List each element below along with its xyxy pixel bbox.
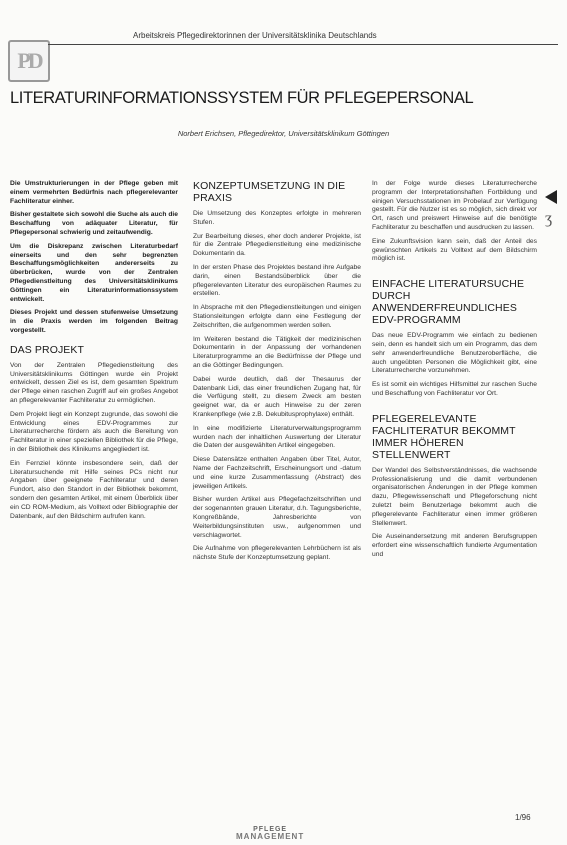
body-paragraph: Bisher wurden Artikel aus Pflegefachzeitschriften und der sogenannten grauen Literatur, d.h. Tagungsberichte, Kongreßbände, Jahresberichte von Weiterbildungsinstituten usw., aufgenommen und verschlagwortet. (193, 496, 361, 539)
abstract (10, 180, 178, 336)
body-paragraph: Die Aufnahme von pflegerelevanten Lehrbüchern ist als nächste Stufe der Konzeptumsetzung geplant. (193, 545, 361, 562)
column-1 (10, 180, 178, 526)
body-paragraph: Der Wandel des Selbstverständnisses, die wachsende Professionalisierung und die damit verbundenen organisatorischen Änderungen in der Pflege kommen dazu, Pflegewissenschaft und Pflegeforschung nicht zuletzt beim Benutzerlage bekommt auch die pflegerelevante Fachliteratur einen immer größeren Stellenwert. (372, 466, 537, 527)
page-number: 1/96 (515, 813, 531, 822)
magazine-logo (236, 826, 304, 840)
section-heading-edv: EINFACHE LITERATURSUCHE DURCH ANWENDERFREUNDLICHES EDV-PROGRAMM (372, 278, 525, 327)
section-heading-fachliteratur: PFLEGERELEVANTE FACHLITERATUR BEKOMMT IMMER HÖHEREN STELLENWERT (372, 412, 516, 461)
magazine-logo-top: PFLEGE (253, 826, 288, 833)
body-paragraph: Es ist somit ein wichtiges Hilfsmittel zur raschen Suche und Beschaffung von Fachliteratur vor Ort. (372, 381, 537, 397)
body-paragraph: Dem Projekt liegt ein Konzept zugrunde, das sowohl die Entwicklung eines EDV-Programmes zur Literaturrecherche fördern als auch die Bereitung von Fachliteratur in einer speziellen Bibliothek für die Pflege, in der Bibliothek des Klinikums angegliedert ist. (10, 410, 178, 453)
body-paragraph: Diese Datensätze enthalten Angaben über Titel, Autor, Name der Fachzeitschrift, Erscheinungsort und -datum und eine kurze Zusammenfassung (Abstract) des jeweiligen Artikels. (193, 456, 361, 490)
header-rule (48, 44, 558, 45)
author-line: Norbert Erichsen, Pflegedirektor, Universitätsklinikum Göttingen (177, 129, 390, 138)
magazine-logo-bottom: MANAGEMENT (236, 832, 305, 841)
body-paragraph: Ein Fernziel könnte insbesondere sein, daß der Literatursuchende mit Hilfe seines PCs nicht nur Angaben über geeignete Fachliteratur und deren Fundort, also den Standort in der Bibliothek bekommt, sondern den gesamten Artikel, mit einem Überblick über ein CD ROM-Medium, als Volltext oder Bibliographie der Datenbank, auf den Bildschirm aufrufen kann. (10, 459, 178, 520)
abstract-paragraph: Dieses Projekt und dessen stufenweise Umsetzung in die Praxis werden im folgenden Beitrag vorgestellt. (10, 309, 178, 334)
association-logo: PD (8, 40, 50, 82)
section-heading-projekt: DAS PROJEKT (10, 343, 85, 356)
column-3 (372, 180, 537, 565)
abstract-paragraph: Um die Diskrepanz zwischen Literaturbedarf einerseits und den sehr begrenzten Beschaffungsmöglichkeiten andererseits zu überbrücken, wurde von der Zentralen Pflegedienstleitung des Universitätsklinikums Göttingen ein Literaturinformationssystem entwickelt. (10, 242, 178, 303)
margin-squiggle-icon: ʒ (545, 210, 553, 227)
body-paragraph: Die Auseinandersetzung mit anderen Berufsgruppen erfordert eine wissenschaftlich fundierte Argumentation und (372, 533, 537, 558)
page-marker-arrow-icon (545, 190, 557, 204)
body-paragraph: Von der Zentralen Pflegedienstleitung des Universitätsklinikums Göttingen wurde ein Projekt entwickelt, dessen Ziel es ist, dem gesamten Spektrum der Pflege einen raschen Zugriff auf ein großes Angebot an pflegerelevanter Fachliteratur zu ermöglichen. (10, 361, 178, 404)
body-paragraph: In der Folge wurde dieses Literaturrecherche programm der Interpretationshaften Fortbildung und einigen Versuchsstationen im Probelauf zur Verfügung gestellt. Für die Nutzer ist es so möglich, sich direkt vor Ort, rasch und preiswert Hinweise auf die benötigte Fachliteratur zu beschaffen und ausdrucken zu lassen. (372, 180, 537, 231)
body-paragraph: Im Weiteren bestand die Tätigkeit der medizinischen Dokumentarin in der Anpassung der vorhandenen Literaturprogramme an die Bedürfnisse der Pflege und an die Göttinger Bedingungen. (193, 335, 361, 369)
abstract-paragraph: Bisher gestaltete sich sowohl die Suche als auch die Beschaffung von adäquater Literatur, für Pflegepersonal schwierig und zeitaufwendig. (10, 211, 178, 236)
column-2 (193, 180, 361, 568)
body-paragraph: In Absprache mit den Pflegedienstleitungen und einigen Stationsleitungen erfolgte dann eine Festlegung der Zeitschriften, die aufgenommen werden sollen. (193, 304, 361, 329)
body-paragraph: Eine Zukunftsvision kann sein, daß der Anteil des gewünschten Artikels zu Volltext auf dem Bildschirm möglich ist. (372, 237, 537, 263)
abstract-paragraph: Die Umstrukturierungen in der Pflege geben mit einem vermehrten Bedürfnis nach pflegerelevanter Fachliteratur einher. (10, 180, 178, 205)
body-paragraph: Das neue EDV-Programm wie einfach zu bedienen sein, denn es handelt sich um ein Programm, das dem sehr anwenderfreundliche Benutzeroberfläche, die auch ungeübten Personen die Möglichkeit gibt, eine Literaturrecherche vorzunehmen. (372, 332, 537, 375)
body-paragraph: In der ersten Phase des Projektes bestand ihre Aufgabe darin, einen Bestandsüberblick über die pflegerelevanten Literatur des europäischen Raumes zu erstellen. (193, 263, 361, 298)
page-title: LITERATURINFORMATIONSSYSTEM FÜR PFLEGEPERSONAL (10, 89, 474, 107)
body-paragraph: In eine modifizierte Literaturverwaltungsprogramm wurden nach der inhaltlichen Auswertung der Literatur die Daten der ausgewählten Artikel eingegeben. (193, 424, 361, 450)
header-text: Arbeitskreis Pflegedirektorinnen der Universitätsklinika Deutschlands (130, 31, 380, 40)
body-paragraph: Zur Bearbeitung dieses, eher doch anderer Projekte, ist für die Zentrale Pflegedienstleitung eine medizinische Dokumentarin da. (193, 232, 361, 258)
body-paragraph: Die Umsetzung des Konzeptes erfolgte in mehreren Stufen. (193, 210, 361, 226)
section-heading-konzept: KONZEPTUMSETZUNG IN DIE PRAXIS (193, 180, 346, 204)
body-paragraph: Dabei wurde deutlich, daß der Thesaurus der Datenbank Lidi, das einer freundlichen Zugang hat, für die Verfügung stellt, zu diesem Zweck am besten geeignet war, da er auch Hinweise zu der zeren Krankenpflege (wie z.B. Dekubitusprophylaxe) enthält. (193, 375, 361, 418)
